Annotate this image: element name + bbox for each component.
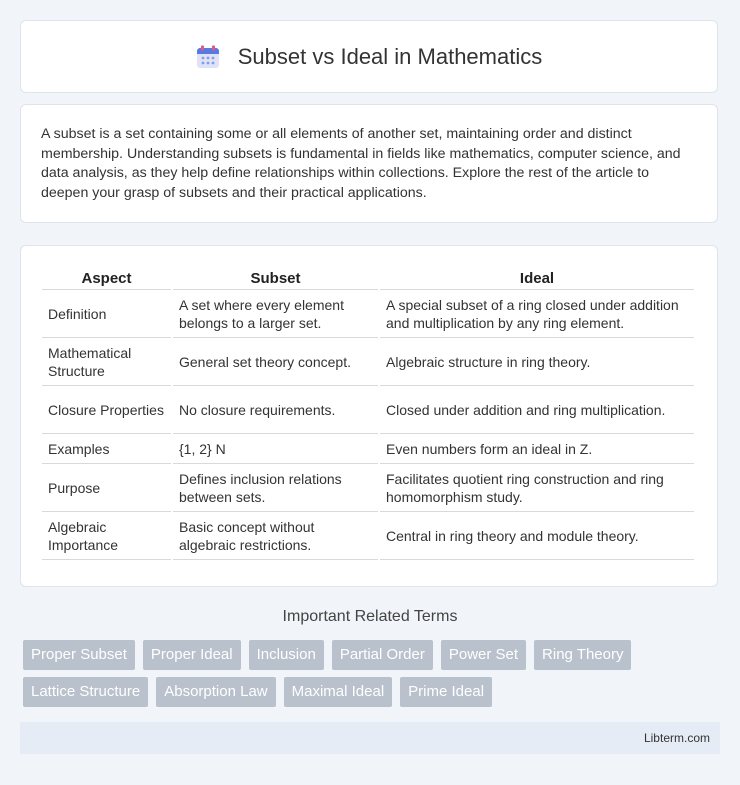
table-cell: Mathematical Structure xyxy=(42,338,171,386)
table-row xyxy=(42,512,694,560)
column-header-aspect: Aspect xyxy=(42,266,171,290)
table-cell: Algebraic Importance xyxy=(42,512,171,560)
table-cell: Algebraic structure in ring theory. xyxy=(380,338,694,386)
calendar-icon xyxy=(196,45,220,69)
tag-prime-ideal[interactable]: Prime Ideal xyxy=(400,677,492,707)
table-cell: {1, 2} N xyxy=(173,434,378,464)
table-cell: A set where every element belongs to a larger set. xyxy=(173,290,378,338)
intro-card xyxy=(20,104,718,223)
table-cell: A special subset of a ring closed under addition and multiplication by any ring element. xyxy=(380,290,694,338)
tag-proper-ideal[interactable]: Proper Ideal xyxy=(143,640,241,670)
intro-text: A subset is a set containing some or all elements of another set, maintaining order and distinct membership. Understanding subsets is fundamental in fields like mathematics, computer science, and data analysis, as they help define relationships within collections. Explore the rest of the article to deepen your grasp of subsets and their practical applications. xyxy=(41,126,681,201)
table-row xyxy=(42,290,694,338)
related-terms-list xyxy=(23,640,723,707)
table-row xyxy=(42,434,694,464)
tag-absorption-law[interactable]: Absorption Law xyxy=(156,677,275,707)
table-cell: Basic concept without algebraic restrictions. xyxy=(173,512,378,560)
related-terms-title: Important Related Terms xyxy=(282,608,458,625)
table-cell: Defines inclusion relations between sets. xyxy=(173,464,378,512)
table-cell: No closure requirements. xyxy=(173,386,378,434)
column-header-ideal: Ideal xyxy=(380,266,694,290)
footer-site-link[interactable]: Libterm.com xyxy=(643,731,710,745)
page-title: Subset vs Ideal in Mathematics xyxy=(237,43,543,69)
table-cell: Closure Properties xyxy=(42,386,171,434)
comparison-table xyxy=(40,266,696,560)
table-cell: Facilitates quotient ring construction and ring homomorphism study. xyxy=(380,464,694,512)
table-row xyxy=(42,338,694,386)
table-header-row xyxy=(42,266,694,290)
tag-partial-order[interactable]: Partial Order xyxy=(332,640,433,670)
column-header-subset: Subset xyxy=(173,266,378,290)
table-cell: General set theory concept. xyxy=(173,338,378,386)
table-row xyxy=(42,386,694,434)
comparison-table-card xyxy=(20,245,718,587)
table-row xyxy=(42,464,694,512)
table-cell: Examples xyxy=(42,434,171,464)
tag-maximal-ideal[interactable]: Maximal Ideal xyxy=(284,677,393,707)
table-cell: Definition xyxy=(42,290,171,338)
table-cell: Purpose xyxy=(42,464,171,512)
tag-inclusion[interactable]: Inclusion xyxy=(249,640,324,670)
footer xyxy=(20,722,720,754)
tag-ring-theory[interactable]: Ring Theory xyxy=(534,640,631,670)
table-cell: Even numbers form an ideal in Z. xyxy=(380,434,694,464)
tag-proper-subset[interactable]: Proper Subset xyxy=(23,640,135,670)
header-card xyxy=(20,20,718,93)
table-cell: Central in ring theory and module theory. xyxy=(380,512,694,560)
table-cell: Closed under addition and ring multiplication. xyxy=(380,386,694,434)
tag-lattice-structure[interactable]: Lattice Structure xyxy=(23,677,148,707)
tag-power-set[interactable]: Power Set xyxy=(441,640,526,670)
